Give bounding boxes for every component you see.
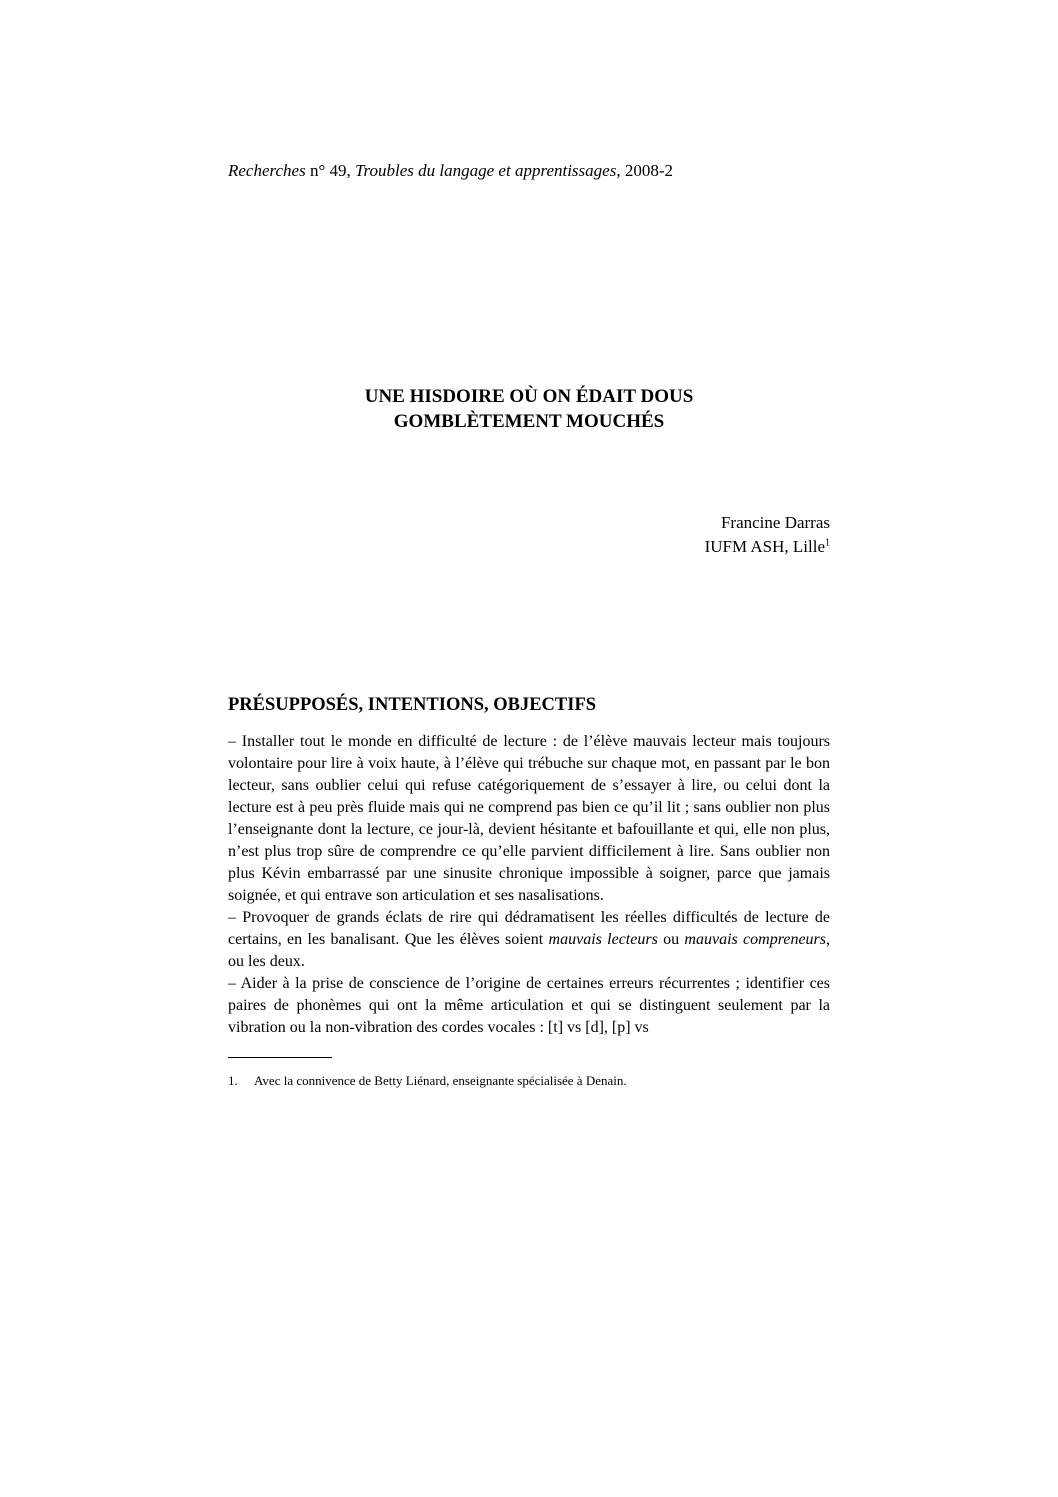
title-line-1: UNE HISDOIRE OÙ ON ÉDAIT DOUS (364, 386, 694, 407)
author-affiliation-line (228, 535, 830, 559)
paragraph-2-italic-1: mauvais lecteurs (548, 931, 658, 948)
author-affiliation: IUFM ASH, Lille (704, 537, 825, 556)
issue-number: n° 49, (305, 161, 356, 180)
footnote-divider (228, 1057, 332, 1058)
section-heading: PRÉSUPPOSÉS, INTENTIONS, OBJECTIFS (228, 695, 597, 715)
title-line-2: GOMBLÈTEMENT MOUCHÉS (393, 411, 665, 432)
journal-name: Recherches (228, 161, 306, 180)
running-header (228, 160, 673, 182)
issue-theme: Troubles du langage et apprentissages (355, 161, 617, 180)
paragraph-2-end: , ou les deux. (228, 931, 830, 970)
issue-year: , 2008-2 (616, 161, 673, 180)
footnote-text: Avec la connivence de Betty Liénard, enseignante spécialisée à Denain. (254, 1073, 627, 1088)
paragraph-3: – Aider à la prise de conscience de l’origine de certaines erreurs récurrentes ; identifier ces paires de phonèmes qui ont la même articulation et qui se distinguent seulement par la vibration ou la non-vibration des cordes vocales : [t] vs [d], [p] vs (228, 975, 830, 1036)
article-title (228, 384, 830, 434)
body-text (228, 731, 830, 1039)
footnote-number: 1. (228, 1073, 238, 1088)
paragraph-2 (228, 907, 830, 973)
paragraph-2-start: – Provoquer de grands éclats de rire qui dédramatisent les réelles difficultés de lecture de certains, en les banalisant. Que les élèves soient (228, 909, 830, 948)
paragraph-2-italic-2: mauvais compreneurs (684, 931, 826, 948)
footnote (228, 1072, 627, 1090)
footnote-reference[interactable]: 1 (825, 537, 830, 549)
paragraph-2-mid: ou (657, 931, 685, 948)
paragraph-1: – Installer tout le monde en difficulté de lecture : de l’élève mauvais lecteur mais toujours volontaire pour lire à voix haute, à l’élève qui trébuche sur chaque mot, en passant par le bon lecteur, sans oublier celui qui refuse catégoriquement de s’essayer à lire, ou celui dont la lecture est à peu près fluide mais qui ne comprend pas bien ce qu’il lit ; sans oublier non plus l’enseignante dont la lecture, ce jour-là, devient hésitante et bafouillante et qui, elle non plus, n’est plus trop sûre de comprendre ce qu’elle parvient difficilement à lire. Sans oublier non plus Kévin embarrassé par une sinusite chronique impossible à soigner, parce que jamais soignée, et qui entrave son articulation et ses nasalisations. (228, 733, 830, 904)
author-block (228, 511, 830, 559)
author-name: Francine Darras (720, 513, 830, 532)
